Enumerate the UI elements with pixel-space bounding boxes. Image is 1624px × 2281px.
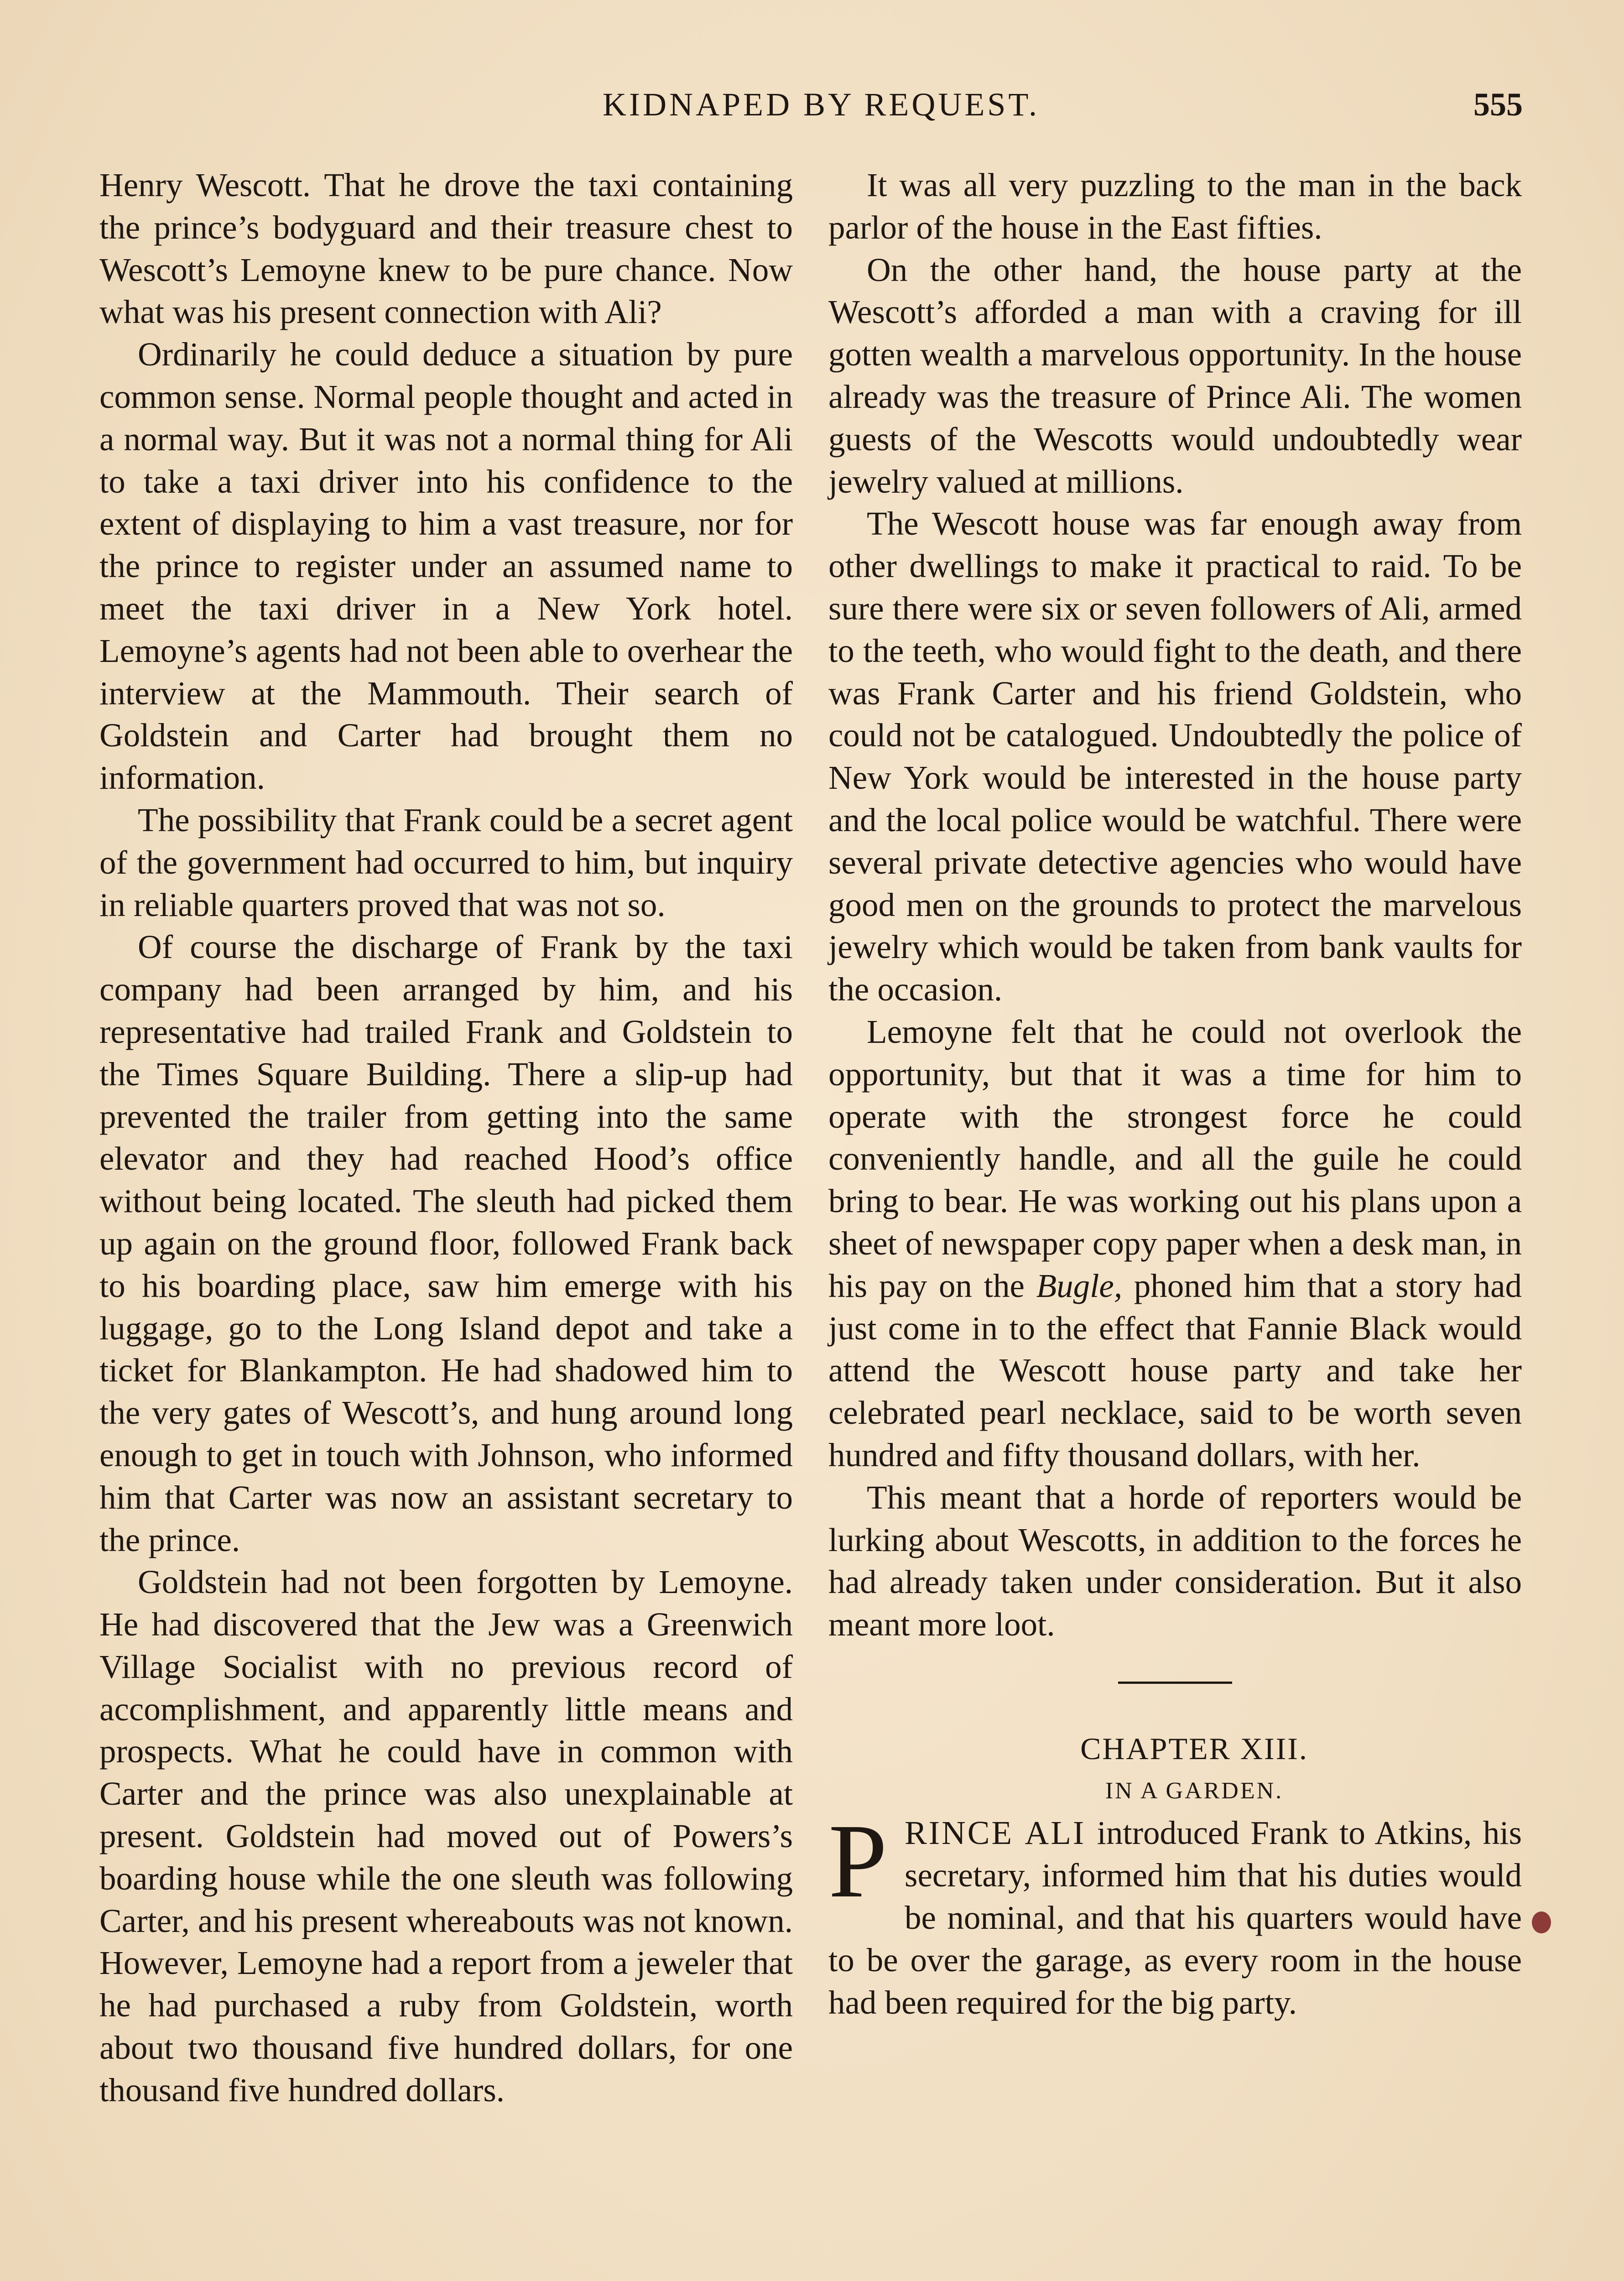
right-paragraph-4 xyxy=(828,1011,1522,1477)
chapter-opening-paragraph xyxy=(828,1802,1522,2024)
running-title: KIDNAPED BY REQUEST. xyxy=(603,86,1040,123)
right-paragraph-5: This meant that a horde of reporters would be lurking about Wescotts, in addition to the forces he had already taken under consideration. But it also meant more loot. xyxy=(828,1479,1522,1643)
chapter-title: CHAPTER XIII. xyxy=(1080,1731,1308,1766)
paragraph-4-text-before: Lemoyne felt that he could not overlook the opportunity, but that it was a time for him to operate with the strongest force he could conveniently handle, and all the guile he could bring to bear. He was working out his plans upon a sheet of newspaper copy paper when a desk man, in his pay on the xyxy=(828,1013,1522,1304)
right-paragraph-3: The Wescott house was far enough away from other dwellings to make it practical to raid. To be sure there were six or seven followers of Ali, armed to the teeth, who would fight to the death, and there was Frank Carter and his friend Goldstein, who could not be catalogued. Undoubtedly the police of New York would be interested in the house party and the local police would be watchful. There were several private detective agencies who would have good men on the grounds to protect the marvelous jewelry which would be taken from bank vaults for the occasion. xyxy=(828,505,1522,1008)
left-paragraph-3: The possibility that Frank could be a secret agent of the government had occurred to him, but inquiry in reliable quarters proved that was not so. xyxy=(99,801,793,923)
opening-text: introduced Frank to Atkins, his secretary, informed him that his duties would be nominal, and that his quarters would have to be over the garage, as every room in the house had been required for the big party. xyxy=(828,1814,1522,2021)
right-column xyxy=(828,164,1522,2024)
newspaper-name: Bugle, xyxy=(1036,1267,1123,1304)
right-paragraph-1: It was all very puzzling to the man in the back parlor of the house in the East fifties. xyxy=(828,167,1522,246)
opening-small-caps: RINCE ALI xyxy=(905,1814,1086,1852)
page-number: 555 xyxy=(1473,86,1523,123)
left-paragraph-4: Of course the discharge of Frank by the taxi company had been arranged by him, and his representative had trailed Frank and Goldstein to the Times Square Building. There a slip-up had prevented the trailer from getting into the same elevator and they had reached Hood’s office without being located. The sleuth had picked them up again on the ground floor, followed Frank back to his boarding place, saw him emerge with his luggage, go to the Long Island depot and take a ticket for Blankampton. He had shadowed him to the very gates of Wescott’s, and hung around long enough to get in touch with Johnson, who informed him that Carter was now an assistant secretary to the prince. xyxy=(99,928,793,1558)
left-paragraph-1: Henry Wescott. That he drove the taxi containing the prince’s bodyguard and their treasure chest to Wescott’s Lemoyne knew to be pure chance. Now what was his present connection with Ali? xyxy=(99,167,793,331)
right-paragraph-2: On the other hand, the house party at the Wescott’s afforded a man with a craving for ill gotten wealth a marvelous opportunity. In the house already was the treasure of Prince Ali. The women guests of the Wescotts would undoubtedly wear jewelry valued at millions. xyxy=(828,251,1522,500)
chapter-subtitle: IN A GARDEN. xyxy=(1105,1777,1284,1804)
left-paragraph-2: Ordinarily he could deduce a situation by pure common sense. Normal people thought and acted in a normal way. But it was not a normal thing for Ali to take a taxi driver into his confidence to the extent of displaying to him a vast treasure, nor for the prince to register under an assumed name to meet the taxi driver in a New York hotel. Lemoyne’s agents had not been able to overhear the interview at the Mammouth. Their search of Goldstein and Carter had brought them no information. xyxy=(99,336,793,797)
drop-cap: P xyxy=(828,1802,888,1920)
section-divider xyxy=(1118,1682,1232,1684)
ink-blot xyxy=(1532,1911,1551,1933)
left-column xyxy=(99,164,793,2112)
paragraph-4-text-after: phoned him that a story had just come in to the effect that Fannie Black would attend the Wescott house party and take her celebrated pearl necklace, said to be worth seven hundred and fifty thousand dollars, with her. xyxy=(828,1267,1522,1474)
left-paragraph-5: Goldstein had not been forgotten by Lemoyne. He had discovered that the Jew was a Greenwich Village Socialist with no previous record of accomplishment, and apparently little means and prospects. What he could have in common with Carter and the prince was also unexplainable at present. Goldstein had moved out of Powers’s boarding house while the one sleuth was following Carter, and his present whereabouts was not known. However, Lemoyne had a report from a jeweler that he had purchased a ruby from Goldstein, worth about two thousand five hundred dollars, for one thousand five hundred dollars. xyxy=(99,1563,793,2109)
